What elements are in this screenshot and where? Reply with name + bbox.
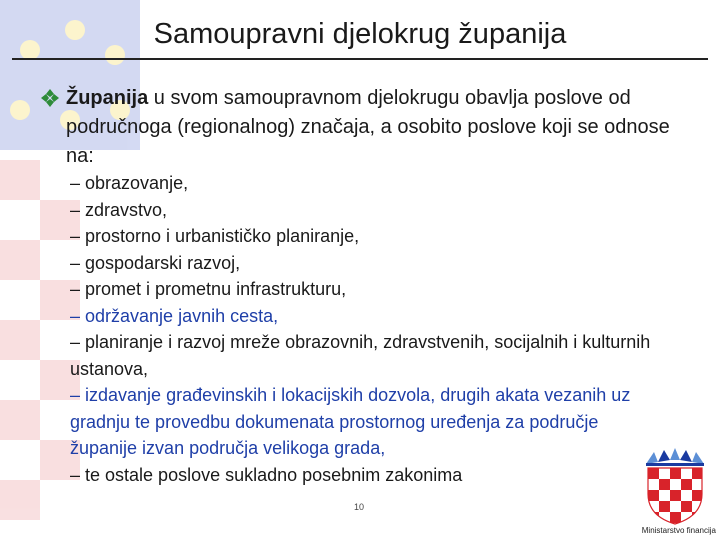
duties-list	[70, 170, 670, 488]
intro-paragraph	[40, 84, 680, 171]
slide-number: 10	[354, 502, 365, 512]
diamond-bullet-icon	[40, 88, 60, 108]
list-item: – izdavanje građevinskih i lokacijskih dozvola, drugih akata vezanih uz gradnju te provedbu dokumenata prostornog uređenja za područje županije izvan područja velikoga grada,	[70, 385, 631, 458]
intro-strong: Županija	[66, 87, 149, 109]
ministry-label: Ministarstvo financija	[641, 526, 716, 535]
list-item: – te ostale poslove sukladno posebnim zakonima	[70, 464, 463, 485]
list-item: – obrazovanje,	[70, 173, 189, 193]
slide-title: Samoupravni djelokrug županija	[153, 18, 567, 50]
list-item: – gospodarski razvoj,	[70, 252, 241, 273]
list-item: – zdravstvo,	[70, 199, 168, 220]
list-item: – prostorno i urbanističko planiranje,	[70, 226, 360, 246]
croatian-coat-of-arms-icon	[640, 448, 710, 526]
list-item: – promet i prometnu infrastrukturu,	[70, 279, 347, 299]
list-item: – planiranje i razvoj mreže obrazovnih, zdravstvenih, socijalnih i kulturnih ustanova,	[70, 332, 651, 379]
intro-text: u svom samoupravnom djelokrugu obavlja poslove od područnoga (regionalnog) značaja, a osobito poslove koji se odnose na:	[66, 87, 670, 167]
title-underline	[12, 58, 708, 60]
list-item: – održavanje javnih cesta,	[70, 305, 279, 326]
